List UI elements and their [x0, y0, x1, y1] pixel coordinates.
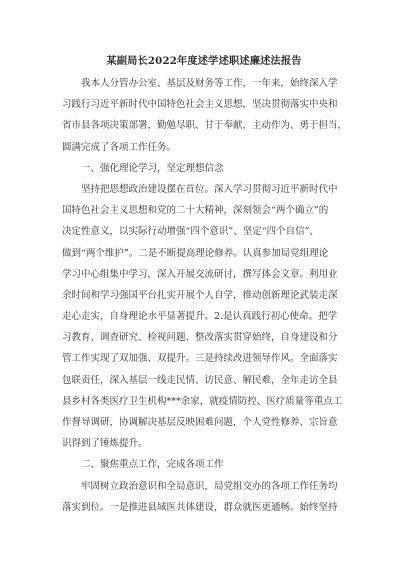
paragraph-line: 走心走实，自身理论水平显著提升。2.是认真践行初心使命。把学 — [62, 311, 338, 323]
paragraph-line: 识得到了锤炼提升。 — [62, 438, 148, 450]
section-heading: 二、聚焦重点工作，完成各项工作 — [81, 459, 224, 471]
paragraph-line: 决定性意义，以实际行动增强“四个意识”、坚定“四个自信”、 — [62, 226, 319, 238]
section-heading: 一、强化理论学习，坚定理想信念 — [81, 162, 224, 174]
paragraph-line: 习教育、调查研究、检视问题、整改落实贯穿始终，自身建设和分 — [62, 332, 338, 344]
paragraph-line: 学习中心组集中学习，深入开展交流研讨，撰写体会文章。利用业 — [62, 268, 338, 280]
paragraph-line: 省市县各项决策部署，勤勉尽职、甘于奉献，主动作为、勇于担当， — [62, 120, 348, 132]
paragraph-line: 习践行习近平新时代中国特色社会主义思想，坚决贯彻落实中央和 — [62, 99, 338, 111]
paragraph-line: 作督导调研，协调解决基层反映困难问题，个人党性修养、宗旨意 — [62, 417, 338, 428]
paragraph-line: 圆满完成了各项工作任务。 — [62, 141, 177, 153]
paragraph-line: 我本人分管办公室、基层及财务等工作，一年来，始终深入学 — [81, 78, 338, 89]
paragraph-line: 县乡村各类医疗卫生机构***余家，就疫情防控、医疗质量等重点工 — [62, 395, 343, 407]
document-body — [62, 73, 352, 518]
paragraph-line: 做到“两个维护”。二是不断提高理论修养。认真参加局党组理论 — [62, 247, 329, 259]
paragraph-line: 坚持把思想政治建设摆在首位。深入学习贯彻习近平新时代中 — [81, 183, 338, 195]
paragraph-line: 牢固树立政治意识和全局意识，局党组交办的各项工作任务均 — [81, 480, 338, 492]
paragraph-line: 管工作实现了双加强、双提升。三是持续改进领导作风。全面落实 — [62, 353, 338, 365]
paragraph-line: 包联责任，深入基层一线走民情、访民意、解民难，全年走访全县 — [62, 374, 338, 386]
document-title: 某副局长2022年度述学述职述廉述法报告 — [106, 55, 302, 67]
paragraph-line: 国特色社会主义思想和党的二十大精神，深刻领会“两个确立”的 — [62, 205, 329, 217]
paragraph-line: 余时间和学习强国平台扎实开展个人自学，推动创新理论武装走深 — [62, 289, 338, 301]
paragraph-line: 落实到位。一是推进县域医共体建设，群众就医更通畅。始终坚持 — [62, 501, 338, 513]
